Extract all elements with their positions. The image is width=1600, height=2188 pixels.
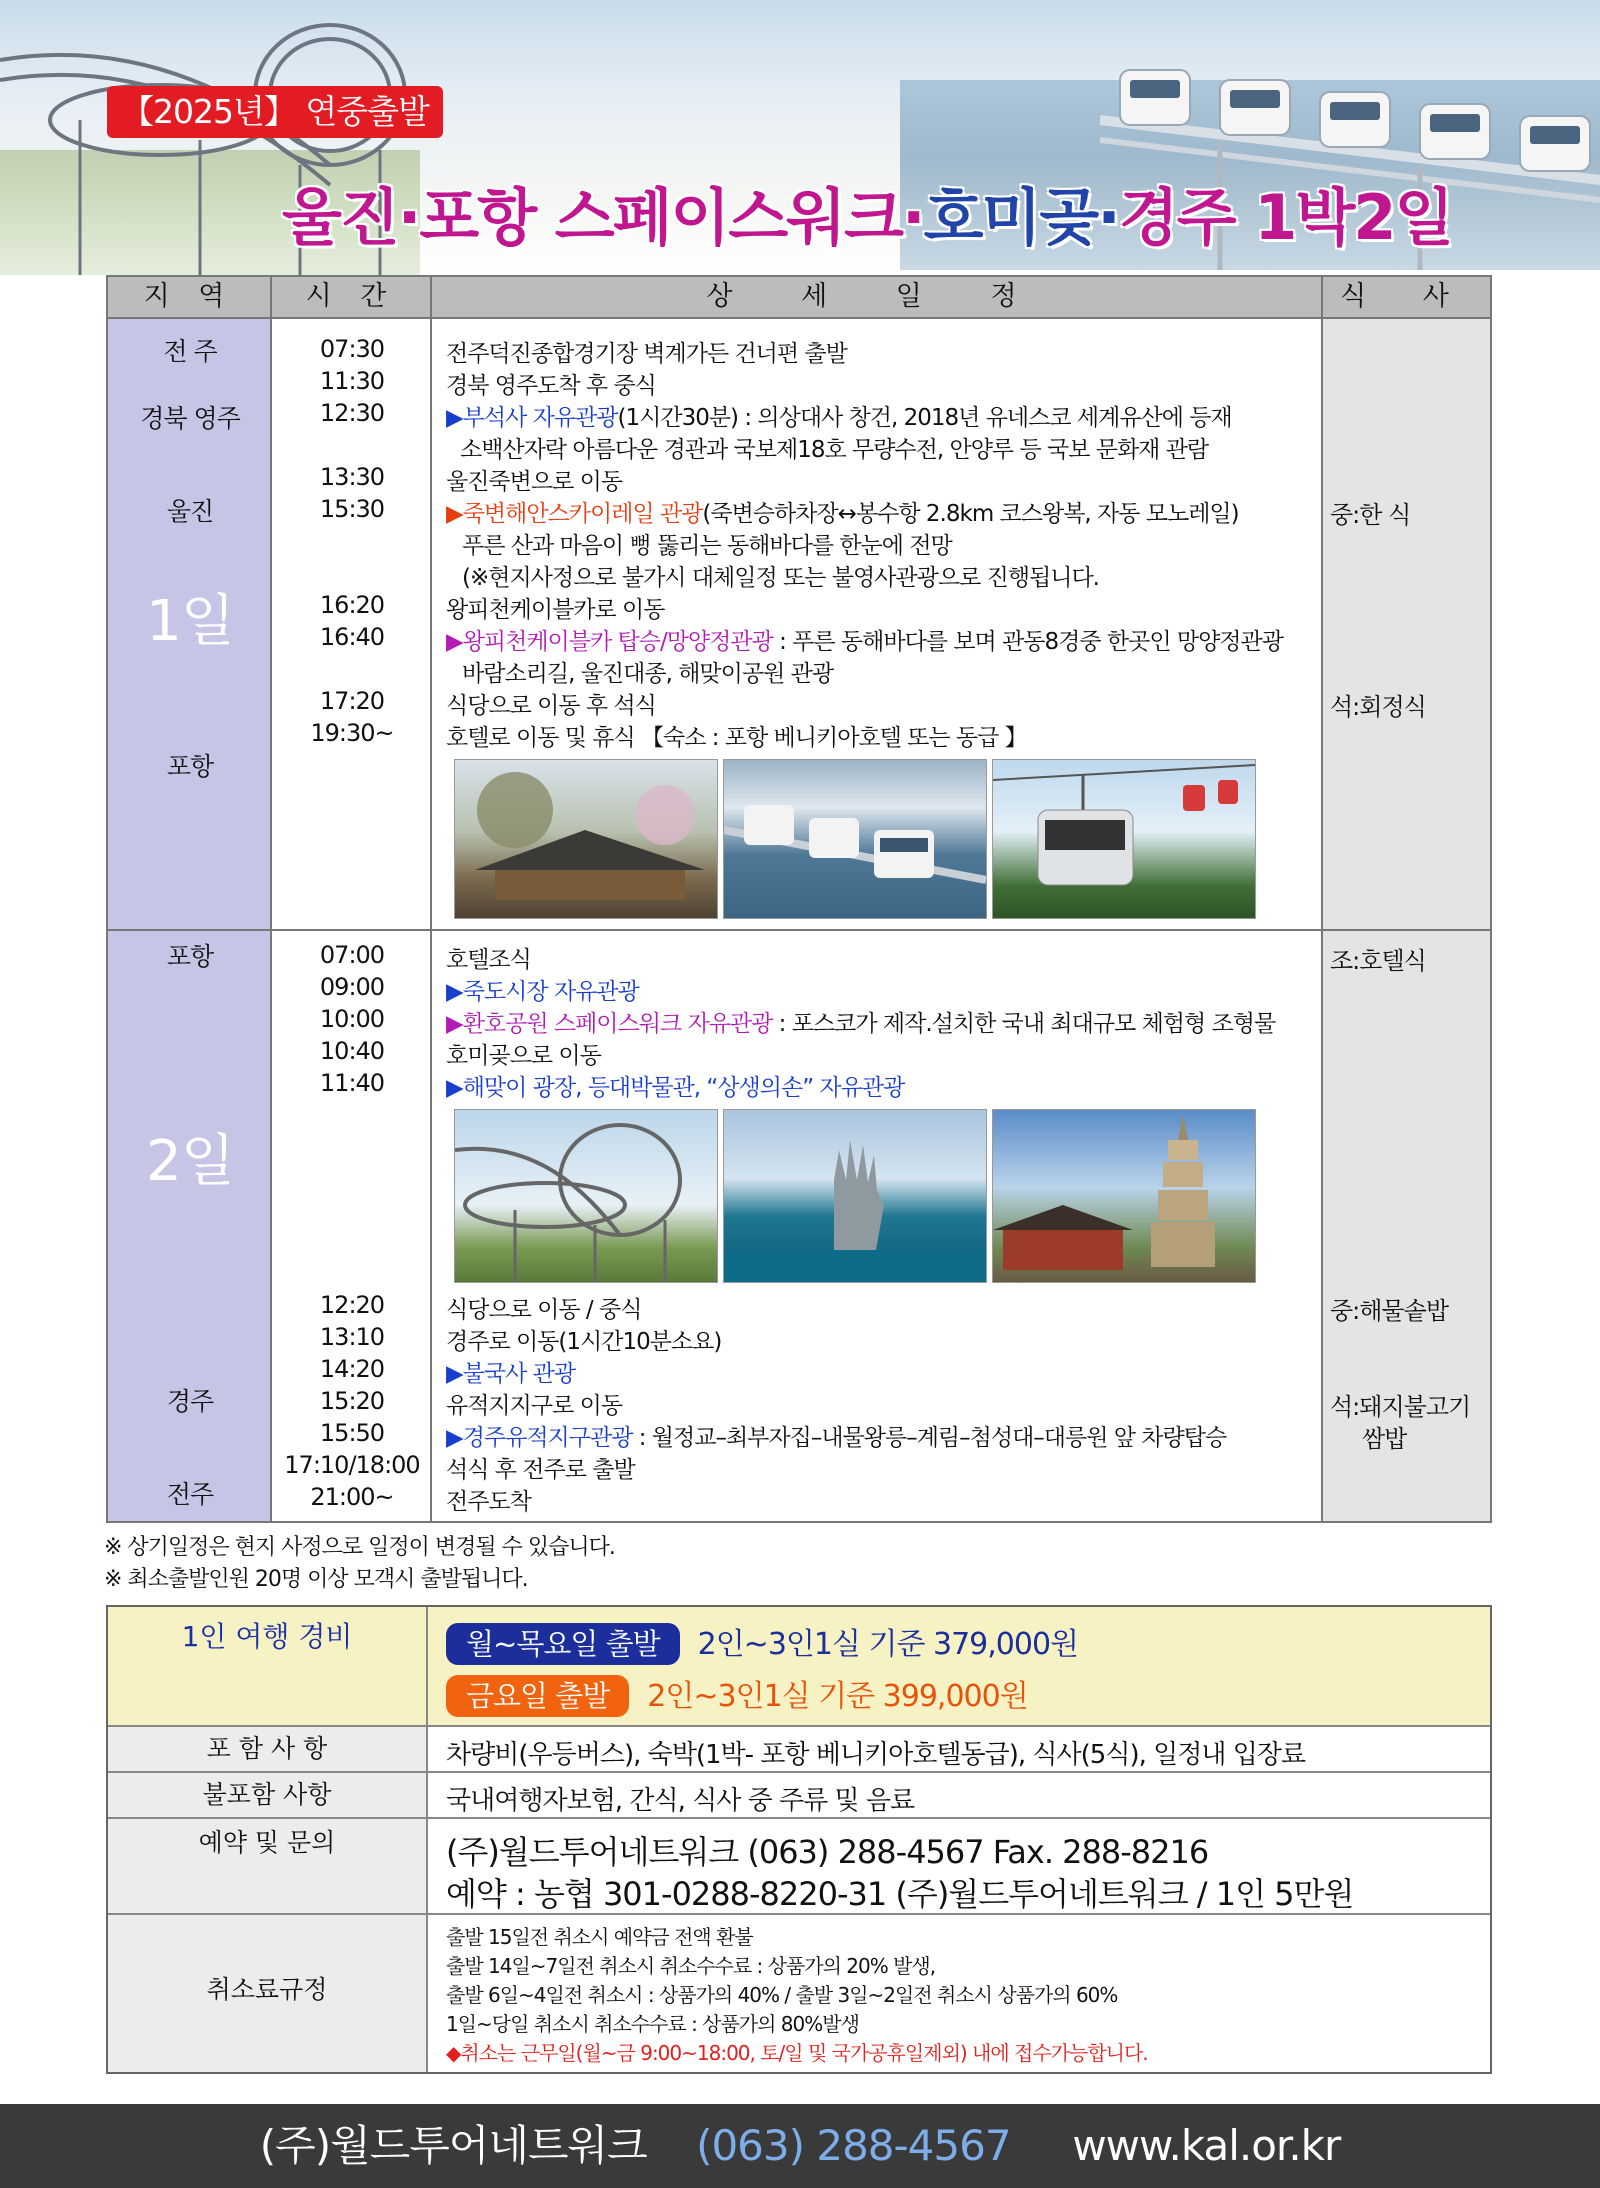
detail-line: ▶죽변해안스카이레일 관광(죽변승하차장↔봉수항 2.8km 코스왕복, 자동 모노레일) — [446, 501, 1239, 527]
detail-line: 푸른 산과 마음이 뻥 뚫리는 동해바다를 한눈에 전망 — [462, 533, 952, 559]
footer-company: (주)월드투어네트워크 — [259, 2121, 647, 2170]
time-cell: 13:30 — [319, 463, 385, 491]
time-cell: 15:30 — [319, 495, 385, 523]
detail-line: 호미곶으로 이동 — [446, 1043, 601, 1069]
detail-line: 왕피천케이블카로 이동 — [446, 597, 665, 623]
detail-line: 석식 후 전주로 출발 — [446, 1457, 635, 1483]
region-label: 포항 — [166, 942, 214, 971]
detail-line: ▶부석사 자유관광(1시간30분) : 의상대사 창건, 2018년 유네스코 세계유산에 등재 — [446, 405, 1232, 431]
region-label: 경북 영주 — [140, 404, 240, 433]
pagoda-icon — [993, 1110, 1255, 1282]
cancel-notice: ◆취소는 근무일(월~금 9:00~18:00, 토/일 및 국가공휴일제외) 내에 접수가능합니다. — [446, 2041, 1148, 2065]
detail-line: (※현지사정으로 불가시 대체일정 또는 불영사관광으로 진행됩니다. — [462, 565, 1099, 591]
spacewalk-loop-icon — [455, 1110, 717, 1282]
region-label: 전주 — [166, 1480, 214, 1509]
detail-line: ▶불국사 관광 — [446, 1361, 576, 1387]
meal-cell: 쌈밥 — [1362, 1425, 1407, 1453]
detail-line: 전주도착 — [446, 1489, 531, 1515]
time-cell: 17:20 — [319, 687, 385, 715]
cancel-label: 취소료규정 — [108, 1915, 428, 2072]
time-cell: 14:20 — [319, 1355, 385, 1383]
exclude-row — [108, 1773, 1490, 1819]
header-banner — [0, 0, 1600, 275]
contact-label: 예약 및 문의 — [108, 1819, 428, 1913]
monorail-cars-icon — [724, 760, 986, 918]
page-title: 울진·포항 스페이스워크·호미곶·경주 1박2일 — [282, 181, 1453, 254]
region-label: 경주 — [166, 1387, 214, 1416]
min-people-note: ※ 최소출발인원 20명 이상 모객시 출발됩니다. — [104, 1567, 528, 1592]
price-friday: 금요일 출발 2인~3인1실 기준 399,000원 — [446, 1671, 1028, 1717]
time-cell: 10:00 — [319, 1005, 385, 1033]
contact-line-1: (주)월드투어네트워크 (063) 288-4567 Fax. 288-8216 — [446, 1833, 1209, 1871]
cablecar-icon — [993, 760, 1255, 918]
detail-line: 식당으로 이동 후 석식 — [446, 693, 656, 719]
itinerary-table — [106, 275, 1492, 1523]
detail-line: 전주덕진종합경기장 벽계가든 건너편 출발 — [446, 341, 847, 367]
header-time: 시 간 — [272, 277, 430, 319]
price-row — [108, 1607, 1490, 1727]
detail-line: 소백산자락 아름다운 경관과 국보제18호 무량수전, 안양루 등 국보 문화재 관람 — [460, 437, 1209, 463]
time-cell: 11:40 — [319, 1069, 385, 1097]
weekday-pill: 월~목요일 출발 — [446, 1623, 680, 1665]
exclude-value: 국내여행자보험, 간식, 식사 중 주류 및 음료 — [446, 1786, 915, 1816]
time-cell: 07:00 — [319, 941, 385, 969]
meal-column — [1323, 277, 1490, 1521]
include-label: 포 함 사 항 — [108, 1727, 428, 1771]
time-cell: 09:00 — [319, 973, 385, 1001]
spacewalk-photo — [454, 1109, 718, 1283]
header-meal: 식 사 — [1323, 277, 1490, 319]
time-cell: 10:40 — [319, 1037, 385, 1065]
footer-bar — [0, 2104, 1600, 2188]
cancel-line: 출발 6일~4일전 취소시 : 상품가의 40% / 출발 3일~2일전 취소시 상품가의 60% — [446, 1983, 1118, 2007]
detail-line: ▶죽도시장 자유관광 — [446, 979, 639, 1005]
footer-url[interactable]: www.kal.or.kr — [1072, 2121, 1341, 2170]
friday-pill: 금요일 출발 — [446, 1675, 629, 1717]
day-separator — [108, 929, 1490, 931]
detail-line: 경북 영주도착 후 중식 — [446, 373, 656, 399]
region-label: 포항 — [166, 752, 214, 781]
detail-line: 울진죽변으로 이동 — [446, 469, 623, 495]
time-cell: 19:30~ — [310, 719, 394, 747]
detail-line: 경주로 이동(1시간10분소요) — [446, 1329, 722, 1355]
include-value: 차량비(우등버스), 숙박(1박- 포항 베니키아호텔동급), 식사(5식), 일정내 입장료 — [446, 1740, 1306, 1770]
temple-roof-icon — [455, 760, 717, 918]
exclude-label: 불포함 사항 — [108, 1773, 428, 1817]
meal-cell: 석:돼지불고기 — [1330, 1393, 1471, 1421]
header-detail: 상 세 일 정 — [432, 277, 1321, 319]
meal-cell: 석:회정식 — [1330, 693, 1426, 721]
detail-line: ▶왕피천케이블카 탑승/망양정관광 : 푸른 동해바다를 보며 관동8경중 한곳인 망양정관광 — [446, 629, 1283, 655]
price-weekday: 월~목요일 출발 2인~3인1실 기준 379,000원 — [446, 1619, 1078, 1665]
bulguksa-photo — [992, 1109, 1256, 1283]
detail-line: 호텔조식 — [446, 947, 531, 973]
time-cell: 13:10 — [319, 1323, 385, 1351]
cancel-row — [108, 1915, 1490, 2072]
price-info-table — [106, 1605, 1492, 2074]
detail-line: 유적지지구로 이동 — [446, 1393, 623, 1419]
temple-photo — [454, 759, 718, 919]
cancel-line: 1일~당일 취소시 취소수수료 : 상품가의 80%발생 — [446, 2012, 859, 2036]
region-column — [108, 277, 272, 1521]
cablecar-photo — [992, 759, 1256, 919]
region-label: 전 주 — [163, 337, 217, 366]
year-tag: 【2025년】 연중출발 — [107, 86, 443, 138]
detail-line: ▶해맞이 광장, 등대박물관, “상생의손” 자유관광 — [446, 1075, 905, 1101]
region-label: 울진 — [166, 497, 214, 526]
time-cell: 17:10/18:00 — [284, 1451, 420, 1479]
cancel-line: 출발 15일전 취소시 예약금 전액 환불 — [446, 1925, 753, 1949]
detail-line: 호텔로 이동 및 휴식 【숙소 : 포항 베니키아호텔 또는 동급 】 — [446, 725, 1027, 751]
time-cell: 12:20 — [319, 1291, 385, 1319]
time-cell: 15:50 — [319, 1419, 385, 1447]
contact-row — [108, 1819, 1490, 1915]
detail-line: ▶환호공원 스페이스워크 자유관광 : 포스코가 제작.설치한 국내 최대규모 체험형 조형물 — [446, 1011, 1276, 1037]
detail-line: 바람소리길, 울진대종, 해맞이공원 관광 — [462, 661, 834, 687]
skyrail-photo — [723, 759, 987, 919]
include-row — [108, 1727, 1490, 1773]
meal-cell: 중:해물솥밥 — [1330, 1297, 1449, 1325]
time-cell: 12:30 — [319, 399, 385, 427]
day1-label: 1일 — [146, 589, 234, 654]
time-cell: 07:30 — [319, 335, 385, 363]
price-label: 1인 여행 경비 — [108, 1607, 428, 1725]
time-cell: 15:20 — [319, 1387, 385, 1415]
time-cell: 21:00~ — [310, 1483, 394, 1511]
day2-label: 2일 — [146, 1129, 234, 1194]
hand-sculpture-photo — [723, 1109, 987, 1283]
time-cell: 16:20 — [319, 591, 385, 619]
hand-sculpture-icon — [724, 1110, 986, 1282]
contact-line-2: 예약 : 농협 301-0288-8220-31 (주)월드투어네트워크 / 1인 5만원 — [446, 1875, 1354, 1913]
schedule-note: ※ 상기일정은 현지 사정으로 일정이 변경될 수 있습니다. — [104, 1535, 615, 1560]
meal-cell: 중:한 식 — [1330, 501, 1411, 529]
time-cell: 11:30 — [319, 367, 385, 395]
time-cell: 16:40 — [319, 623, 385, 651]
detail-line: 식당으로 이동 / 중식 — [446, 1297, 642, 1323]
header-region: 지 역 — [108, 277, 270, 319]
detail-line: ▶경주유적지구관광 : 월정교–최부자집–내물왕릉–계림–첨성대–대릉원 앞 차량탑승 — [446, 1425, 1227, 1451]
meal-cell: 조:호텔식 — [1330, 947, 1426, 975]
footer-phone: (063) 288-4567 — [696, 2121, 1011, 2170]
cancel-line: 출발 14일~7일전 취소시 취소수수료 : 상품가의 20% 발생, — [446, 1954, 936, 1978]
